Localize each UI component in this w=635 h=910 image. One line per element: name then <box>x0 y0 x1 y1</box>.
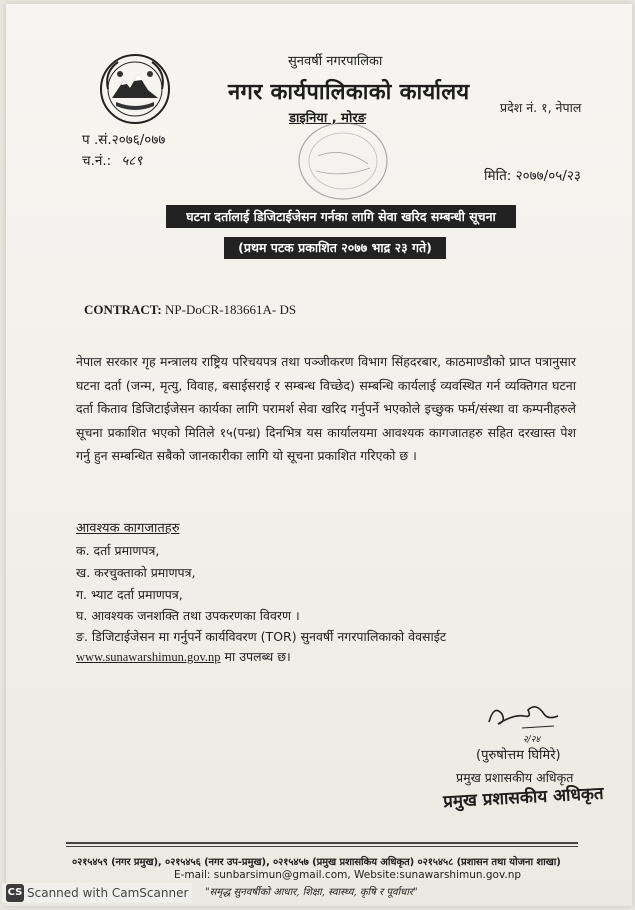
footer-motto: "समृद्ध सुनवर्षीको आधार, शिक्षा, स्वास्थ्य, कृषि र पूर्वाधार" <box>205 887 418 898</box>
camscanner-label: Scanned with CamScanner <box>27 886 189 900</box>
document-item: ख. करचुक्ताको प्रमाणपत्र, <box>76 565 196 580</box>
website-reference <box>76 648 291 665</box>
camscanner-watermark <box>2 883 192 903</box>
office-location: डाइनिया , मोरङ <box>289 111 366 126</box>
signer-title: प्रमुख प्रशासकीय अधिकृत <box>456 770 574 785</box>
notice-date: मिति: २०७७/०५/२३ <box>484 168 581 184</box>
contract-label: CONTRACT: <box>84 302 162 317</box>
contract-number: NP-DoCR-183661A- DS <box>165 302 297 317</box>
required-documents-heading: आवश्यक कागजातहरु <box>76 521 180 536</box>
document-item: ङ. डिजिटाईजेसन मा गर्नुपर्ने कार्यविवरण (TOR) सुनवर्षी नगरपालिकाको वेवसाईट <box>76 629 447 644</box>
nepal-emblem-logo <box>98 52 172 126</box>
footer-contact: E-mail: sunbarsimun@gmail.com, Website:sunawarshimun.gov.np <box>174 869 522 881</box>
document-item: क. दर्ता प्रमाणपत्र, <box>76 543 160 558</box>
designation-stamp: प्रमुख प्रशासकीय अधिकृत <box>442 783 605 813</box>
notice-page <box>6 4 632 906</box>
footer-phone-numbers: ०२१५४५९ (नगर प्रमुख), ०२१५४५६ (नगर उप-प्रमुख), ०२१५४५७ (प्रमुख प्रशासकिय अधिकृत) ०२१५४५८ (प्रशासन तथा योजना शाखा) <box>72 857 561 868</box>
notice-body: नेपाल सरकार गृह मन्त्रालय राष्ट्रिय परिचयपत्र तथा पञ्जीकरण विभाग सिंहदरबार, काठमाण्डौको प्राप्त पत्रानुसार घटना दर्ता (जन्म, मृत्यु, विवाह, बसाईसराई र सम्बन्ध विच्छेद) सम्बन्धि कार्यलाई व्यवस्थित गर्न व्यक्तिगत घटना दर्ता किताव डिजिटाईजेसन कार्यका लागि परामर्श सेवा खरिद गर्नुपर्ने भएकोले इच्छुक फर्म/संस्था वा कम्पनीहरुले सूचना प्रकाशित भएको मितिले १५(पन्ध्र) दिनभित्र यस कार्यालयमा आवश्यक कागजातहरु सहित दरखास्त पेश गर्नु हुन सम्बन्धित सबैको जानकारीका लागि यो सूचना प्रकाशित गरिएको छ । <box>76 354 576 463</box>
website-link[interactable]: www.sunawarshimun.gov.np <box>76 650 221 664</box>
contract-reference <box>84 302 296 318</box>
dispatch-number <box>82 151 142 169</box>
camscanner-icon: CS <box>6 884 24 902</box>
footer-divider <box>66 846 578 847</box>
office-seal-stamp <box>288 116 398 206</box>
fiscal-year-reference: प .सं.२०७६/०७७ <box>82 132 166 148</box>
notice-title: घटना दर्तालाई डिजिटाईजेसन गर्नका लागि सेवा खरिद सम्बन्धी सूचना <box>166 205 516 228</box>
signer-name: (पुरुषोत्तम घिमिरे) <box>476 748 561 763</box>
footer-divider <box>66 842 578 844</box>
handwritten-signature <box>484 696 564 736</box>
document-item: घ. आवश्यक जनशक्ति तथा उपकरणका विवरण । <box>76 608 300 623</box>
notice-subtitle: (प्रथम पटक प्रकाशित २०७७ भाद्र २३ गते) <box>224 237 446 259</box>
document-item: ग. भ्याट दर्ता प्रमाणपत्र, <box>76 587 183 602</box>
signature-date: २/२४ <box>523 735 541 745</box>
province-label: प्रदेश नं. १, नेपाल <box>500 100 582 115</box>
website-suffix: मा उपलब्ध छ। <box>220 649 291 664</box>
dispatch-number-value: ५८९ <box>121 153 143 169</box>
office-name: नगर कार्यपालिकाको कार्यालय <box>228 80 470 105</box>
municipality-name: सुनवर्षी नगरपालिका <box>288 54 383 69</box>
dispatch-number-label: च.नं.: <box>82 153 112 169</box>
